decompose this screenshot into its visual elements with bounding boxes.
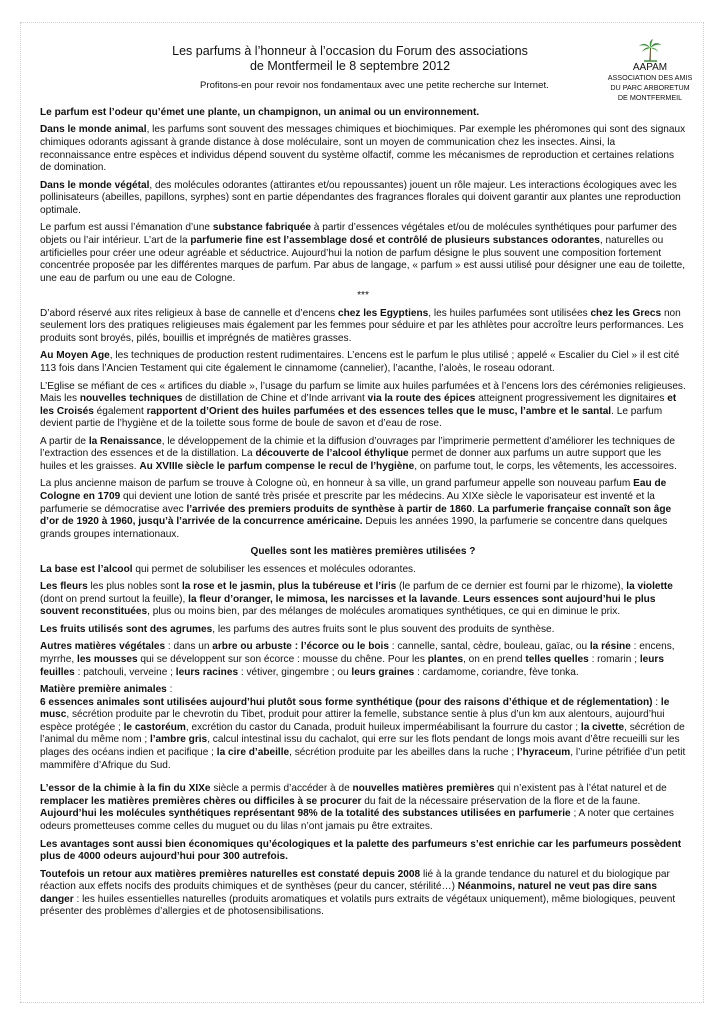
text-run: . — [457, 593, 464, 605]
text-run: : patchouli, verveine ; — [74, 666, 176, 678]
text-run: : — [652, 696, 661, 708]
logo-name: AAPAM — [632, 62, 668, 73]
logo-line: DU PARC ARBORETUM — [610, 83, 690, 92]
text-run: , le développement de la chimie et la diffusion d’ouvrages par l’imprimerie permettent d’améliorer les techniques de l’extraction des essences et de la distillation. La — [40, 435, 675, 460]
text-run: de distillation de Chine et d’Inde arrivant — [182, 393, 368, 405]
bold-text-run: Dans le monde animal — [40, 124, 147, 136]
text-run: . Le parfum devient partie de l’hygiène et de la toilette sous forme de boule de savon et d’eau de rose. — [40, 405, 663, 430]
bold-text-run: telles quelles — [525, 654, 589, 666]
text-run: , calcul intestinal issu du cachalot, qui erre sur les flots pendant de longs mois avant d’être recueilli sur les plages des océans indien et pacifique ; — [40, 734, 680, 759]
text-run: La plus ancienne maison de parfum se trouve à Cologne où, en honneur à sa ville, un grand parfumeur appelle son nouveau parfum — [40, 478, 634, 490]
bold-text-run: les mousses — [77, 654, 138, 666]
bold-text-run: chez les Egyptiens — [337, 307, 429, 319]
bold-text-run: La base est l’alcool — [40, 563, 133, 575]
text-run: , l’urine pétrifiée d’un petit mammifère d’Afrique du Sud. — [40, 747, 686, 771]
text-run: D’abord réservé aux rites religieux à base de cannelle et d’encens — [40, 307, 338, 319]
text-run: : les huiles essentielles naturelles (produits aromatiques et volatils purs extraits de végétaux uniquement), même biologiques, peuvent présenter des problèmes d’allergies et de photosensibilisations. — [40, 893, 676, 918]
text-run: : — [166, 684, 173, 696]
text-run: : encens, myrrhe, — [40, 641, 675, 666]
text-run: : vétiver, gingembre ; ou — [238, 666, 352, 678]
bold-text-run: Les fleurs — [40, 581, 88, 593]
bold-text-run: l’hyraceum — [516, 747, 571, 759]
bold-text-run: Aujourd’hui les molécules synthétiques représentant 98% de la totalité des substances utilisées en parfumerie — [40, 808, 571, 820]
bold-text-run: Dans le monde végétal — [40, 179, 150, 191]
bold-text-run: l’arrivée des premiers produits de synthèse à partir de 1860 — [186, 503, 472, 515]
header-subtitle: Profitons-en pour revoir nos fondamentaux avec une petite recherche sur Internet. — [200, 80, 549, 91]
text-run: A partir de — [40, 435, 89, 447]
bold-text-run: Toutefois un retour aux matières premières naturelles est constaté depuis 2008 — [40, 868, 421, 880]
bold-text-run: Le parfum est l’odeur qu’émet une plante, un champignon, un animal ou un environnement. — [40, 107, 480, 118]
bold-text-run: Leurs essences sont aujourd’hui le plus souvent reconstituées — [40, 593, 656, 618]
paragraph — [40, 308, 686, 346]
paragraph — [40, 783, 686, 833]
text-run: , plus ou moins bien, par des mélanges de molécules aromatiques synthétiques, ce qui en diminue le prix. — [147, 606, 621, 618]
text-run: Le parfum est aussi l’émanation d’une — [40, 222, 213, 234]
text-run: , les techniques de production restent rudimentaires. L’encens est le parfum le plus utilisé ; appelé « Escalier du Ciel » il est cité 113 fois dans l’Ancien Testament qui cite également le cinnamome (cannelier), l’acanthe, l’aloès, le roseau odorant. — [40, 350, 680, 375]
text-run: *** — [357, 290, 369, 302]
paragraph — [40, 290, 686, 303]
bold-text-run: Au XVIIIe siècle le parfum compense le recul de l’hygiène — [139, 460, 415, 472]
text-run: à partir d’essences végétales et/ou de molécules synthétiques pour parfumer des objets ou l’air intérieur. L’art de la — [40, 222, 677, 247]
bold-text-run: la fleur d’oranger, le mimosa, les narcisses et la lavande — [188, 593, 458, 605]
text-run: qui devient une lotion de santé très prisée et prescrite par les médecins. Au XIXe siècle le vaporisateur est inventé et la parfumerie se démocratise avec — [40, 491, 655, 515]
bold-text-run: le castoréum — [123, 721, 186, 733]
bold-text-run: leurs graines — [351, 666, 415, 678]
dotted-border-right — [703, 22, 704, 1002]
bold-text-run: et les Croisés — [40, 393, 677, 417]
paragraph — [40, 222, 686, 285]
text-run: : cannelle, santal, cèdre, bouleau, gaïac, ou — [388, 641, 590, 653]
paragraph — [40, 581, 686, 619]
paragraph — [40, 564, 686, 577]
bold-text-run: Eau de Cologne en 1709 — [40, 478, 667, 503]
text-run: , des molécules odorantes (attirantes et/ou repoussantes) jouent un rôle majeur. Les interactions écologiques avec les pollinisateurs (abeilles, papillons, syrphes) sont en partie dépendantes des fragrances florales qui doivent garantir aux plantes une reproduction optimale. — [40, 179, 681, 216]
paragraph — [40, 180, 686, 218]
bold-text-run: découverte de l’alcool éthylique — [255, 448, 409, 460]
bold-text-run: Matière première animales — [40, 684, 167, 696]
bold-text-run: la Renaissance — [88, 435, 162, 447]
bold-text-run: 6 essences animales sont utilisées aujourd’hui plutôt sous forme synthétique (pour des raisons d’éthique et de réglementation) — [40, 696, 653, 708]
dotted-border-left — [20, 22, 21, 1002]
bold-text-run: Quelles sont les matières premières utilisées ? — [250, 546, 476, 558]
bold-text-run: le musc — [40, 696, 670, 721]
paragraph — [40, 478, 686, 541]
document-header — [40, 38, 700, 104]
bold-text-run: nouvelles matières premières — [352, 783, 495, 795]
bold-text-run: la résine — [589, 641, 631, 653]
text-run: L’Eglise se méfiant de ces « artifices du diable », l’usage du parfum se limite aux huiles parfumées et à l’encens lors des cérémonies religieuses. Mais les — [40, 380, 686, 405]
paragraph — [40, 124, 686, 174]
bold-text-run: Néanmoins, naturel ne veut pas dire sans danger — [40, 881, 657, 905]
association-logo — [600, 38, 700, 103]
bold-text-run: l’ambre gris — [149, 734, 208, 746]
bold-text-run: nouvelles techniques — [79, 393, 183, 405]
dotted-border-top — [20, 22, 704, 23]
bold-text-run: plantes — [427, 654, 464, 666]
bold-text-run: leurs racines — [175, 666, 239, 678]
bold-text-run: parfumerie fine est l’assemblage dosé et contrôlé de plusieurs substances odorantes — [190, 235, 600, 247]
text-run: , on parfume tout, le corps, les vêtements, les accessoires. — [414, 460, 677, 472]
text-run: , naturelles ou artificielles pour créer une odeur agréable et séductrice. Aujourd’hui la notion de parfum désigne le plus souvent une composition fortement concentrée proposée par les différentes marques de parfum. Par abus de langage, « parfum » est aussi utilisé pour désigner une eau de toilette, une eau de parfum ou une eau de Cologne. — [40, 235, 686, 284]
text-run: qui se développent sur son écorce : mousse du chêne. Pour les — [137, 654, 428, 666]
text-run: : romarin ; — [588, 654, 640, 666]
paragraph — [40, 107, 686, 120]
bold-text-run: la rose et le jasmin, plus la tubéreuse et l’iris — [181, 581, 397, 593]
bold-text-run: substance fabriquée — [212, 222, 311, 234]
bold-text-run: La parfumerie française connaît son âge d’or de 1920 à 1960, jusqu’à l’arrivée de la concurrence américaine. — [40, 503, 672, 528]
text-run: ; A noter que certaines odeurs prometteuses comme celles du muguet ou du lilas n’ont jamais pu être extraites. — [40, 808, 674, 833]
text-run: , les parfums sont souvent des messages chimiques et biochimiques. Par exemple les phéromones qui sont des signaux chimiques odorants agissant à grande distance à dose moléculaire, sont un moyen de communication chez les insectes. Ainsi, la reconnaissance entre espèces et individus dépend souvent du système olfactif, comme les mécanismes de reproduction et certaines relations de domination. — [40, 124, 686, 174]
logo-line: DE MONTFERMEIL — [617, 93, 683, 102]
text-run: Depuis les années 1990, la parfumerie se concentre dans quelques grands groupes internationaux. — [40, 516, 668, 540]
bold-text-run: Au Moyen Age — [40, 350, 110, 362]
bold-text-run: arbre ou arbuste : l’écorce ou le bois — [212, 641, 389, 653]
document-body — [40, 107, 686, 924]
text-run: siècle a permis d’accéder à de — [210, 783, 353, 795]
paragraph — [40, 381, 686, 431]
bold-text-run: L’essor de la chimie à la fin du XIXe — [40, 783, 211, 795]
text-run: , on en prend — [463, 654, 526, 666]
text-run: , sécrétion produite par les abeilles dans la ruche ; — [289, 747, 517, 759]
header-title-line-2: de Montfermeil le 8 septembre 2012 — [249, 59, 451, 73]
text-run: lié à la grande tendance du naturel et du biologique par réaction aux effets nocifs des produits chimiques et de synthèses (peur du cancer, stérilité…) — [40, 868, 670, 893]
paragraph — [40, 350, 686, 375]
text-run: , sécrétion produite par le chevrotin du Tibet, produit pour attirer la femelle, substance sentie à plus d’un km aux alentours, aujourd’hui espèce protégée ; — [40, 709, 665, 733]
header-title-line-1: Les parfums à l’honneur à l’occasion du Forum des associations — [172, 44, 528, 58]
bold-text-run: la civette — [580, 721, 625, 733]
bold-text-run: leurs feuilles — [40, 654, 664, 678]
text-run: : dans un — [165, 641, 213, 653]
paragraph — [40, 546, 686, 559]
bold-text-run: Autres matières végétales — [40, 641, 166, 653]
paragraph — [40, 684, 686, 772]
palm-tree-icon — [638, 38, 662, 62]
text-run: : cardamome, coriandre, fève tonka. — [414, 666, 579, 678]
text-run: également — [93, 405, 147, 417]
text-run: (le parfum de ce dernier est fourni par le rhizome), — [396, 581, 627, 593]
bold-text-run: rapportent d’Orient des huiles parfumées et des essences telles que le musc, l’ambre et le santal — [146, 405, 612, 417]
text-run: , excrétion du castor du Canada, produit huileux imperméabilisant la fourrure du castor ; — [185, 721, 581, 733]
text-run: les plus nobles sont — [87, 581, 182, 593]
text-run: qui n’existent pas à l’état naturel et de — [494, 783, 667, 795]
text-run: , les parfums des autres fruits sont le plus souvent des produits de synthèse. — [212, 623, 555, 635]
text-run: , sécrétion de l’animal du même nom ; — [40, 721, 685, 746]
text-run: , les huiles parfumées sont utilisées — [428, 307, 591, 319]
text-run: (dont on prend surtout la feuille), — [40, 593, 189, 605]
paragraph — [40, 641, 686, 679]
bold-text-run: Les avantages sont aussi bien économiques qu’écologiques et la palette des parfumeurs s’est enrichie car les parfumeurs possèdent plus de 4000 odeurs aujourd’hui pour 300 autrefois. — [40, 838, 682, 863]
paragraph — [40, 624, 686, 637]
logo-line: ASSOCIATION DES AMIS — [607, 73, 693, 82]
bold-text-run: Les fruits utilisés sont des agrumes — [40, 623, 213, 635]
paragraph — [40, 839, 686, 864]
bold-text-run: la violette — [626, 581, 673, 593]
text-run: . — [472, 503, 478, 515]
paragraph — [40, 869, 686, 919]
text-run: qui permet de solubiliser les essences et molécules odorantes. — [132, 563, 416, 575]
text-run: permet de donner aux parfums un autre support que les huiles et les graisses. — [40, 448, 662, 472]
text-run: du fait de la nécessaire préservation de la flore et de la faune. — [361, 795, 641, 807]
bold-text-run: via la route des épices — [367, 393, 476, 405]
text-run: atteignent progressivement les dignitaires — [475, 393, 668, 405]
bold-text-run: chez les Grecs — [590, 307, 662, 319]
bold-text-run: remplacer les matières premières chères ou difficiles à se procurer — [40, 795, 362, 807]
text-run: non seulement lors des pratiques religieuses mais également par les femmes pour séduire et par les athlètes pour accroître leurs performances. Les produits sont broyés, pilés, bouillis et imprégnés de matières grasses. — [40, 307, 684, 344]
dotted-border-bottom — [20, 1002, 704, 1003]
paragraph — [40, 436, 686, 474]
bold-text-run: la cire d’abeille — [216, 747, 290, 759]
